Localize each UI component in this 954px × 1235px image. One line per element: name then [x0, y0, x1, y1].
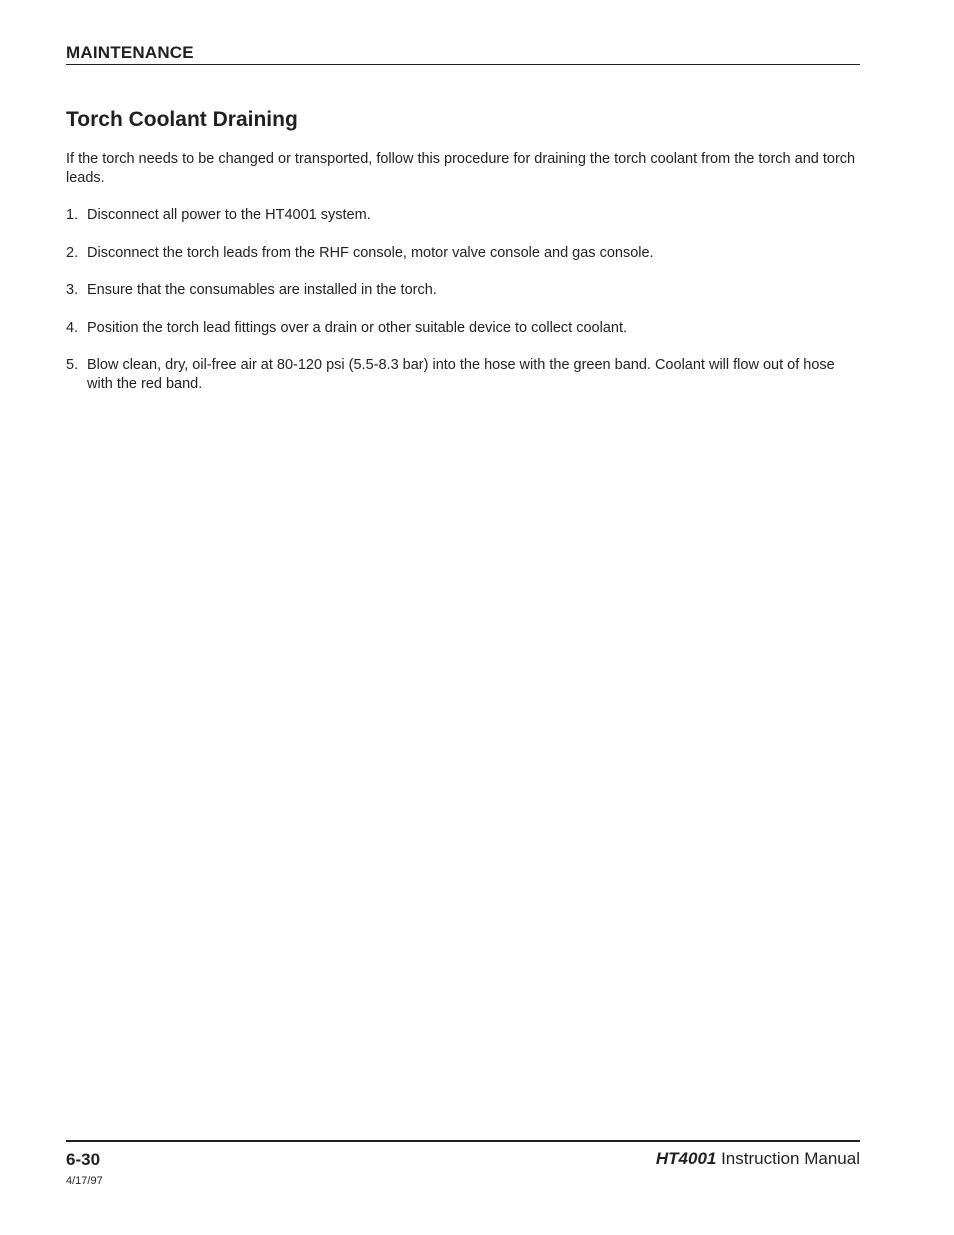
header-divider — [66, 64, 860, 65]
step-text: Disconnect the torch leads from the RHF console, motor valve console and gas console. — [87, 244, 654, 261]
list-item — [66, 244, 860, 263]
step-text: Blow clean, dry, oil-free air at 80-120 psi (5.5-8.3 bar) into the hose with the green band. Coolant will flow out of hose with the red band. — [87, 357, 835, 392]
step-number: 4. — [66, 319, 79, 336]
step-number: 5. — [66, 357, 79, 373]
page-title: Torch Coolant Draining — [66, 108, 298, 131]
list-item — [66, 356, 860, 394]
step-number: 1. — [66, 207, 79, 223]
manual-label: Instruction Manual — [716, 1149, 860, 1168]
list-item — [66, 206, 860, 225]
procedure-steps — [66, 206, 860, 413]
footer-divider — [66, 1140, 860, 1142]
list-item — [66, 281, 860, 300]
list-item — [66, 319, 860, 338]
revision-date: 4/17/97 — [66, 1175, 103, 1187]
model-name: HT4001 — [655, 1149, 717, 1168]
step-number: 2. — [66, 244, 79, 261]
step-number: 3. — [66, 282, 79, 298]
manual-title — [656, 1149, 860, 1169]
step-text: Ensure that the consumables are installed in the torch. — [87, 282, 437, 298]
page-number: 6-30 — [66, 1150, 101, 1169]
step-text: Disconnect all power to the HT4001 system. — [87, 207, 371, 223]
intro-paragraph: If the torch needs to be changed or transported, follow this procedure for draining the torch coolant from the torch and torch leads. — [66, 151, 856, 186]
section-header: MAINTENANCE — [66, 43, 194, 62]
step-text: Position the torch lead fittings over a drain or other suitable device to collect coolant. — [87, 319, 628, 336]
